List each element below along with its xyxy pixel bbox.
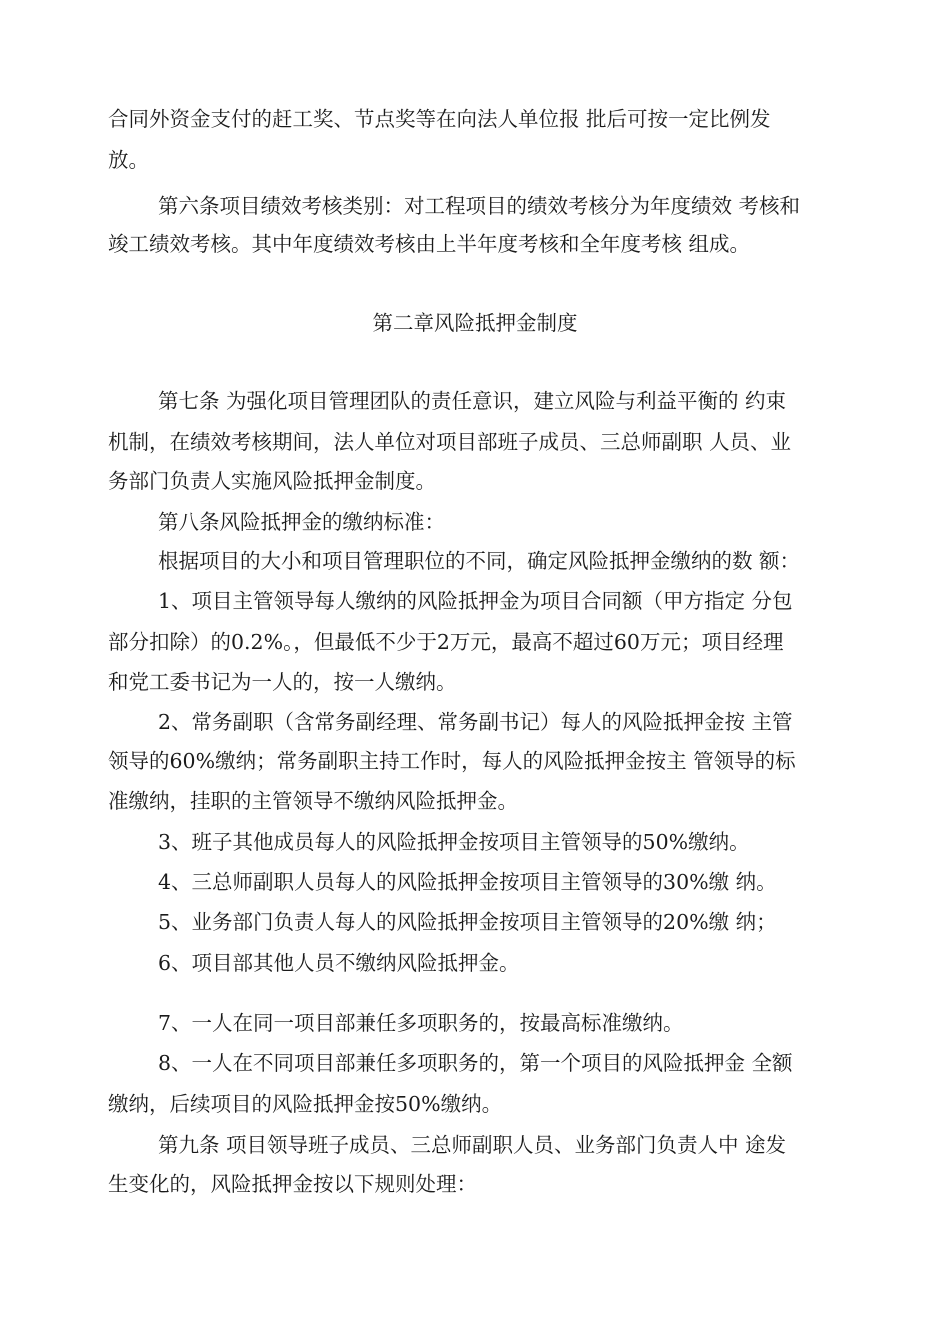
text-line: 5、业务部门负责人每人的风险抵押金按项目主管领导的20%缴 纳； xyxy=(158,910,777,934)
text-line: 1、项目主管领导每人缴纳的风险抵押金为项目合同额（甲方指定 分包 xyxy=(158,589,793,613)
text-line: 竣工绩效考核。其中年度绩效考核由上半年度考核和全年度考核 组成。 xyxy=(108,232,751,256)
text-line: 第九条 项目领导班子成员、三总师副职人员、业务部门负责人中 途发 xyxy=(158,1133,787,1157)
text-line: 7、一人在同一项目部兼任多项职务的，按最高标准缴纳。 xyxy=(158,1011,684,1035)
text-line: 8、一人在不同项目部兼任多项职务的，第一个项目的风险抵押金 全额 xyxy=(158,1051,793,1075)
text-line: 第六条项目绩效考核类别：对工程项目的绩效考核分为年度绩效 考核和 xyxy=(158,194,801,218)
text-line: 第八条风险抵押金的缴纳标准： xyxy=(158,510,445,534)
chapter-heading: 第二章风险抵押金制度 xyxy=(372,311,578,335)
text-line: 缴纳，后续项目的风险抵押金按50%缴纳。 xyxy=(108,1092,503,1116)
text-line: 生变化的，风险抵押金按以下规则处理： xyxy=(108,1172,477,1196)
text-line: 放。 xyxy=(108,148,149,172)
text-line: 3、班子其他成员每人的风险抵押金按项目主管领导的50%缴纳。 xyxy=(158,830,750,854)
text-line: 第七条 为强化项目管理团队的责任意识，建立风险与利益平衡的 约束 xyxy=(158,389,787,413)
text-line: 部分扣除）的0.2%。，但最低不少于2万元，最高不超过60万元；项目经理 xyxy=(108,630,784,654)
text-line: 合同外资金支付的赶工奖、节点奖等在向法人单位报 批后可按一定比例发 xyxy=(108,107,771,131)
text-line: 务部门负责人实施风险抵押金制度。 xyxy=(108,469,436,493)
text-line: 准缴纳，挂职的主管领导不缴纳风险抵押金。 xyxy=(108,789,518,813)
text-line: 6、项目部其他人员不缴纳风险抵押金。 xyxy=(158,951,520,975)
text-line: 2、常务副职（含常务副经理、常务副书记）每人的风险抵押金按 主管 xyxy=(158,710,793,734)
text-line: 领导的60%缴纳；常务副职主持工作时，每人的风险抵押金按主 管领导的标 xyxy=(108,749,796,773)
text-line: 和党工委书记为一人的，按一人缴纳。 xyxy=(108,670,457,694)
text-line: 4、三总师副职人员每人的风险抵押金按项目主管领导的30%缴 纳。 xyxy=(158,870,777,894)
text-line: 根据项目的大小和项目管理职位的不同，确定风险抵押金缴纳的数 额： xyxy=(158,549,801,573)
text-line: 机制，在绩效考核期间，法人单位对项目部班子成员、三总师副职 人员、业 xyxy=(108,430,792,454)
